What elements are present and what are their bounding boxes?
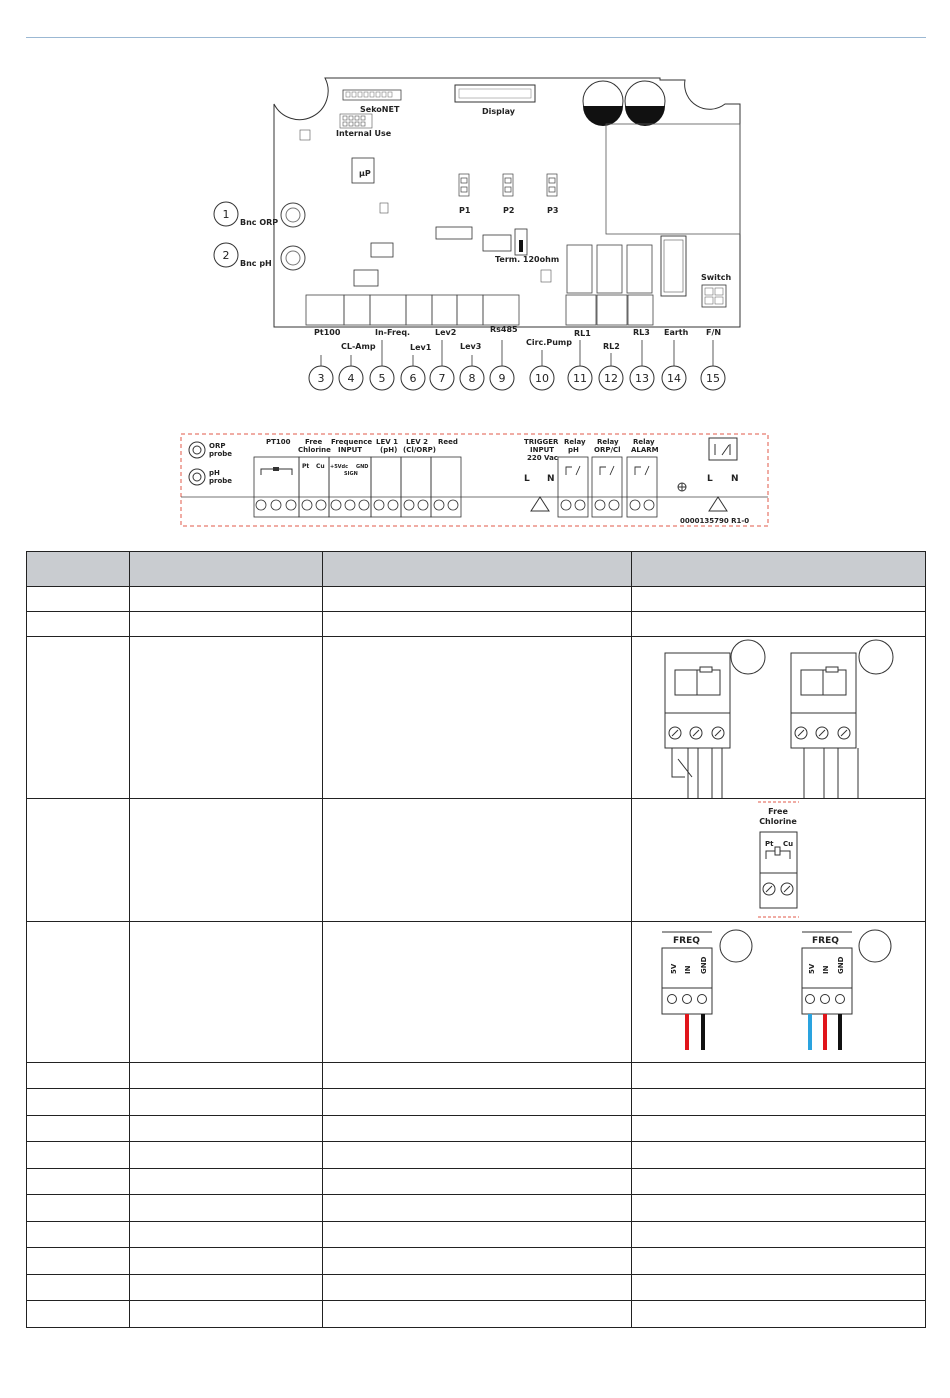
label-rl2: RL2 [603,342,620,351]
table-header [27,552,926,587]
callout-9: 9 [498,372,506,385]
label-p1: P1 [459,206,471,215]
table-row [27,1195,926,1222]
label-bnc-ph: Bnc pH [240,259,272,268]
table-row [27,637,926,799]
pcb-board-diagram [0,0,950,400]
panel-orp-probe: ORP probe [209,442,233,458]
label-circ-pump: Circ.Pump [526,338,572,347]
label-lev1: Lev1 [410,343,432,352]
freq-in-left: IN [684,965,692,974]
svg-text:Pt: Pt [302,463,310,470]
callout-10: 10 [535,372,549,385]
label-cl-amp: CL-Amp [341,342,376,351]
callout-11: 11 [573,372,587,385]
label-term: Term. 120ohm [495,255,560,264]
callout-5: 5 [378,372,386,385]
freq-gnd-left: GND [700,956,708,974]
free-chlorine-figure [632,799,925,921]
table-row [27,1142,926,1169]
free-chlorine-title-1: Free [768,807,788,816]
table-row [27,799,926,922]
svg-text:RelayALARM: Relay ALARM [631,438,659,454]
label-bnc-orp: Bnc ORP [240,218,279,227]
label-microprocessor: µP [359,169,371,178]
label-rl1: RL1 [574,329,591,338]
panel-code: 0000135790 R1-0 [680,517,750,525]
table-row [27,1275,926,1301]
label-sekonet: SekoNET [360,105,400,114]
label-lev2: Lev2 [435,328,457,337]
freq-label-left: FREQ [673,936,700,946]
svg-text:PT100: PT100 [266,438,291,446]
freq-5v-left: 5V [670,963,678,974]
table-row [27,1222,926,1248]
svg-text:GND: GND [356,464,369,470]
callout-13: 13 [635,372,649,385]
label-display: Display [482,107,515,116]
svg-text:Cu: Cu [316,463,325,470]
svg-text:N: N [731,474,739,484]
callout-8: 8 [468,372,476,385]
label-pt100: Pt100 [314,328,341,337]
callout-12: 12 [604,372,618,385]
table-row [27,1169,926,1195]
label-lev3: Lev3 [460,342,482,351]
table-row [27,587,926,612]
callout-4: 4 [347,372,355,385]
callout-2: 2 [222,249,230,262]
label-switch: Switch [701,273,732,282]
freq-5v-right: 5V [808,963,816,974]
table-row [27,1089,926,1116]
label-p2: P2 [503,206,515,215]
table-row [27,1248,926,1275]
table-row [27,1063,926,1089]
svg-text:Reed: Reed [438,438,458,446]
label-rl3: RL3 [633,328,650,337]
svg-text:RelaypH: Relay pH [564,438,586,454]
freq-gnd-right: GND [837,956,845,974]
callout-6: 6 [409,372,417,385]
callout-3: 3 [317,372,325,385]
svg-text:L: L [707,474,713,484]
label-earth: Earth [664,328,689,337]
freq-wiring-figure [632,922,925,1062]
label-p3: P3 [547,206,559,215]
svg-text:LEV 1(pH): LEV 1 (pH) [376,438,398,454]
table-row [27,922,926,1063]
connections-table [26,551,926,1328]
svg-text:FrequenceINPUT: Frequence INPUT [331,438,373,454]
terminal-panel [0,425,950,530]
svg-text:+5Vdc: +5Vdc [330,464,349,470]
callout-15: 15 [706,372,720,385]
label-internal-use: Internal Use [336,129,392,138]
freq-in-right: IN [822,965,830,974]
free-chlorine-pt: Pt [765,840,774,848]
svg-text:FreeChlorine: Free Chlorine [298,438,331,454]
svg-text:RelayORP/Cl: Relay ORP/Cl [594,438,621,454]
table-row [27,612,926,637]
label-rs485: Rs485 [490,325,518,334]
table-row [27,1116,926,1142]
callout-14: 14 [667,372,681,385]
freq-label-right: FREQ [812,936,839,946]
svg-text:N: N [547,474,555,484]
svg-text:TRIGGERINPUT220 Vac: TRIGGER INPUT 220 Vac [524,438,559,462]
svg-text:LEV 2(Cl/ORP): LEV 2 (Cl/ORP) [403,438,436,454]
free-chlorine-title-2: Chlorine [759,817,797,826]
callout-7: 7 [438,372,446,385]
pt100-wiring-figure [632,637,925,798]
panel-ph-probe: pH probe [209,469,233,485]
svg-text:SIGN: SIGN [344,471,358,477]
svg-text:L: L [524,474,530,484]
table-row [27,1301,926,1328]
free-chlorine-cu: Cu [783,840,794,848]
label-fn: F/N [706,328,722,337]
label-in-freq: In-Freq. [375,328,411,337]
callout-1: 1 [222,208,230,221]
